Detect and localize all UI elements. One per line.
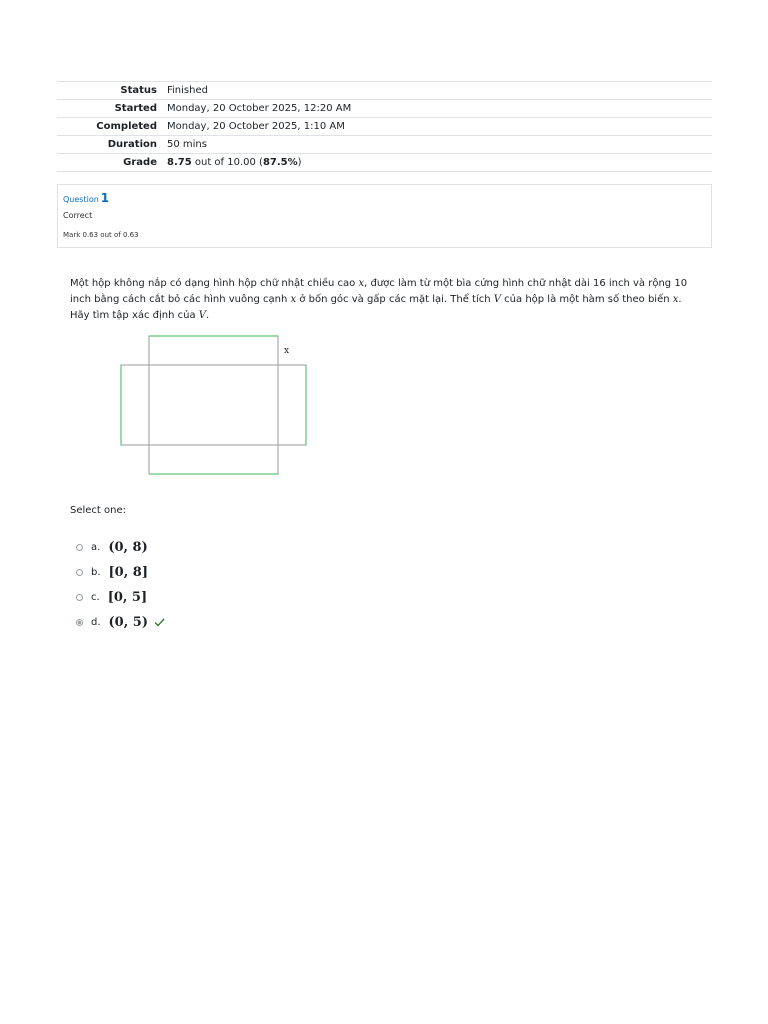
option-a[interactable] [76, 535, 165, 560]
summary-row-completed [57, 118, 712, 136]
option-letter: d. [91, 617, 101, 628]
summary-value: Finished [162, 82, 712, 100]
question-info-box [57, 184, 712, 248]
math-var-x: x [672, 294, 679, 305]
option-letter: c. [91, 592, 100, 603]
question-prefix: Question [63, 195, 99, 204]
option-value: (0, 8) [108, 540, 148, 555]
question-text-segment: ở bốn góc và gấp các mặt lại. Thể tích [296, 294, 494, 305]
option-letter: b. [91, 567, 101, 578]
option-value: [0, 8] [108, 565, 148, 580]
option-c[interactable] [76, 585, 165, 610]
summary-value: Monday, 20 October 2025, 1:10 AM [162, 118, 712, 136]
summary-value: Monday, 20 October 2025, 12:20 AM [162, 100, 712, 118]
option-d[interactable] [76, 610, 165, 635]
math-var-V: V [198, 310, 207, 321]
top-flap [149, 336, 278, 365]
grade-value [162, 154, 712, 172]
radio-button[interactable] [76, 544, 83, 551]
summary-label: Grade [57, 154, 162, 172]
math-var-x: x [290, 294, 297, 305]
option-b[interactable] [76, 560, 165, 585]
attempt-summary-table [57, 81, 712, 172]
summary-label: Started [57, 100, 162, 118]
radio-button[interactable] [76, 569, 83, 576]
question-text-segment: , được làm từ một bìa cứng hình chữ nhật dài 16 inch và rộng 10 inch bằng cách cắt bỏ các hình vuông cạnh [70, 278, 688, 305]
option-value: (0, 5) [108, 615, 148, 630]
question-text-segment: . [206, 310, 210, 321]
option-letter: a. [91, 542, 101, 553]
question-state: Correct [63, 211, 93, 220]
question-text-segment: của hộp là một hàm số theo biến [501, 294, 673, 305]
question-number [63, 191, 109, 205]
question-text [70, 276, 700, 324]
radio-button-selected[interactable] [76, 619, 83, 626]
summary-row-duration [57, 136, 712, 154]
option-value: [0, 5] [107, 590, 148, 605]
summary-label: Status [57, 82, 162, 100]
math-var-V: V [493, 294, 501, 305]
summary-value: 50 mins [162, 136, 712, 154]
select-one-label: Select one: [70, 505, 127, 516]
summary-row-grade [57, 154, 712, 172]
question-mark: Mark 0.63 out of 0.63 [63, 231, 139, 239]
correct-check-icon [154, 618, 165, 627]
radio-button[interactable] [76, 594, 83, 601]
answer-options [76, 535, 165, 635]
summary-label: Completed [57, 118, 162, 136]
figure-label-x: x [284, 346, 290, 356]
box-net-figure [115, 330, 315, 480]
math-var-x: x [358, 278, 365, 289]
grade-middle: out of 10.00 ( [191, 157, 263, 168]
question-text-segment: Một hộp không nắp có dạng hình hộp chữ nhật chiều cao [70, 278, 359, 289]
summary-row-started [57, 100, 712, 118]
bottom-flap [149, 445, 278, 474]
question-text-segment: . Hãy tìm tập xác định của [70, 294, 682, 321]
summary-row-status [57, 82, 712, 100]
grade-score: 8.75 [167, 157, 192, 168]
grade-percent: 87.5% [262, 157, 298, 168]
summary-label: Duration [57, 136, 162, 154]
question-number-value: 1 [100, 191, 110, 205]
grade-end: ) [297, 157, 302, 168]
